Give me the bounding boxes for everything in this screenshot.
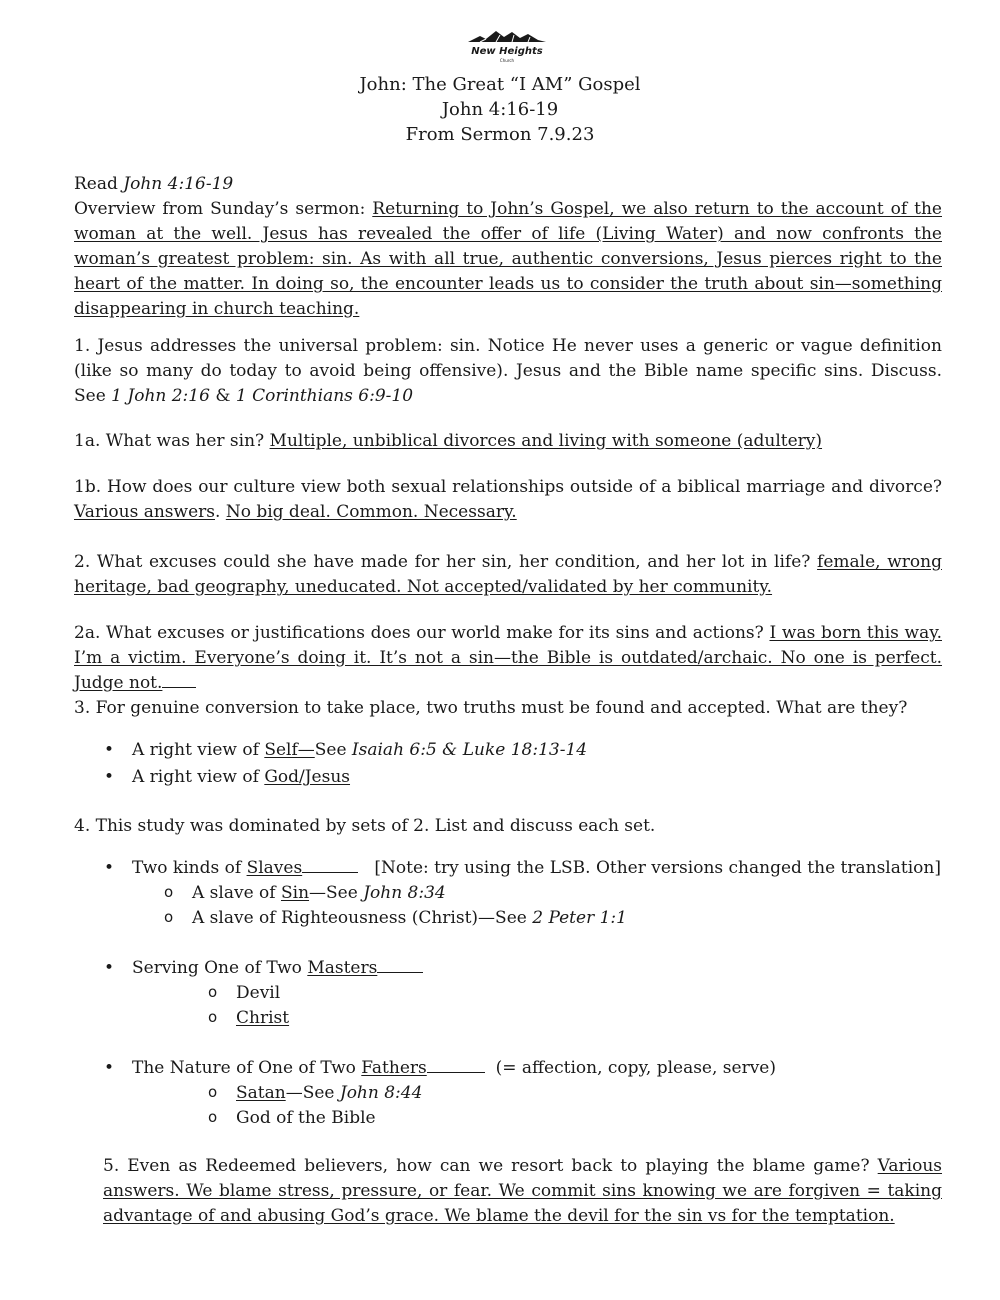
list-item: [74, 1056, 942, 1081]
question-1-ref2: 1 Corinthians 6:9-10: [235, 386, 414, 406]
list-item: [74, 956, 942, 981]
slaves-note: [Note: try using the LSB. Other versions changed the translation]: [374, 858, 941, 878]
masters-sub2: Christ: [236, 1008, 290, 1028]
fathers-sublist: [74, 1081, 942, 1131]
fathers-note: (= affection, copy, please, serve): [495, 1058, 777, 1078]
question-2-text: 2. What excuses could she have made for her sin, her condition, and her lot in life?: [74, 552, 818, 572]
fathers-answer: Fathers: [361, 1058, 427, 1078]
slaves-sublist: [74, 881, 942, 931]
question-1-ref1: 1 John 2:16: [111, 386, 210, 406]
q3-item2-answer: God/Jesus: [264, 767, 351, 787]
question-3-list: [74, 738, 942, 790]
q3-item1-answer: Self—: [264, 740, 315, 760]
masters-list: [74, 956, 942, 981]
answer-blank: [162, 686, 196, 688]
fathers-sub1-answer: Satan: [236, 1083, 286, 1103]
passage-reference: John 4:16-19: [441, 99, 559, 120]
question-1-text: 1. Jesus addresses the universal problem: sin. Notice He never uses a generic or vague definition (like so many do today to avoid being offensive). Jesus and the Bible name specific sins. Discuss. See: [74, 336, 942, 406]
mountain-logo-icon: [466, 28, 548, 66]
q3-item1-see: See: [314, 740, 352, 760]
masters-sublist: [74, 981, 942, 1031]
read-reference: John 4:16-19: [123, 174, 234, 194]
slaves-sub1-prefix: A slave of: [192, 883, 281, 903]
list-item: o Devil: [74, 981, 942, 1006]
question-2a-answer: I was born this way. I’m a victim. Everyone’s doing it. It’s not a sin—the Bible is outdated/archaic. No one is perfect. Judge not.: [74, 623, 942, 693]
fathers-prefix: The Nature of One of Two: [132, 1058, 362, 1078]
question-3: [74, 696, 942, 790]
question-5: [103, 1154, 942, 1229]
question-2a-text: 2a. What excuses or justifications does our world make for its sins and actions?: [74, 623, 770, 643]
fathers-sub1-see: —See: [285, 1083, 340, 1103]
slaves-sub2-prefix: A slave of Righteousness (Christ)—See: [192, 908, 533, 928]
church-logo: [466, 28, 548, 66]
list-item: [74, 1006, 942, 1031]
overview-label: Overview from Sunday’s sermon:: [74, 199, 373, 219]
fathers-list: [74, 1056, 942, 1081]
fathers-sub1-ref: John 8:44: [339, 1083, 423, 1103]
slaves-sub1-ref: John 8:34: [363, 883, 446, 903]
sermon-date: From Sermon 7.9.23: [405, 124, 595, 145]
question-1a: [74, 429, 942, 454]
q3-item1-ref: Isaiah 6:5 & Luke 18:13-14: [351, 740, 588, 760]
page-title: John: The Great “I AM” Gospel: [359, 74, 641, 95]
list-item: [74, 881, 942, 906]
list-item: o God of the Bible: [74, 1106, 942, 1131]
question-1b: [74, 475, 942, 525]
list-item: [74, 906, 942, 931]
question-1-amp: &: [209, 386, 236, 406]
list-item: [74, 738, 942, 763]
question-5-answer: Various answers. We blame stress, pressure, or fear. We commit sins knowing we are forgiven = taking advantage of and abusing God’s grace. We blame the devil for the sin vs for the temptation.: [103, 1156, 942, 1226]
slaves-prefix: Two kinds of: [132, 858, 247, 878]
logo-name: New Heights: [471, 46, 543, 57]
slaves-answer: Slaves: [246, 858, 303, 878]
answer-blank: [427, 1071, 485, 1073]
slaves-sub1-see: —See: [309, 883, 364, 903]
slaves-sub2-ref: 2 Peter 1:1: [532, 908, 627, 928]
page-header: [0, 72, 1000, 147]
q3-item2-prefix: A right view of: [132, 767, 265, 787]
question-2: [74, 550, 942, 600]
list-item: [74, 765, 942, 790]
read-line: [74, 172, 942, 197]
overview-paragraph: [74, 197, 942, 322]
question-1: [74, 334, 942, 409]
question-4: [74, 814, 942, 1131]
question-5-text: 5. Even as Redeemed believers, how can we resort back to playing the blame game?: [103, 1156, 878, 1176]
list-item: [74, 856, 942, 881]
question-1b-answer1: Various answers: [74, 502, 215, 522]
question-4-text: 4. This study was dominated by sets of 2. List and discuss each set.: [74, 816, 656, 836]
question-2a: [74, 621, 942, 696]
masters-prefix: Serving One of Two: [132, 958, 308, 978]
question-1a-text: 1a. What was her sin?: [74, 431, 270, 451]
logo-sub: Church: [499, 58, 515, 63]
question-1a-answer: Multiple, unbiblical divorces and living with someone (adultery): [269, 431, 823, 451]
masters-answer: Masters: [307, 958, 378, 978]
question-2-answer: female, wrong heritage, bad geography, uneducated. Not accepted/validated by her community.: [74, 552, 942, 597]
question-3-text: 3. For genuine conversion to take place, two truths must be found and accepted. What are they?: [74, 698, 908, 718]
overview-text: Returning to John’s Gospel, we also return to the account of the woman at the well. Jesus has revealed the offer of life (Living Water) and now confronts the woman’s greatest problem: sin. As with all true, authentic conversions, Jesus pierces right to the heart of the matter. In doing so, the encounter leads us to consider the truth about sin—something disappearing in church teaching.: [74, 199, 942, 319]
slaves-list: [74, 856, 942, 881]
overview-section: [74, 172, 942, 322]
question-1b-answer2: No big deal. Common. Necessary.: [225, 502, 517, 522]
q3-item1-prefix: A right view of: [132, 740, 265, 760]
slaves-sub1-answer: Sin: [280, 883, 310, 903]
list-item: [74, 1081, 942, 1106]
question-1b-sep: .: [215, 502, 226, 522]
question-1b-text: 1b. How does our culture view both sexual relationships outside of a biblical marriage and divorce?: [74, 477, 942, 497]
answer-blank: [377, 971, 423, 973]
answer-blank: [302, 871, 358, 873]
read-label: Read: [74, 174, 124, 194]
